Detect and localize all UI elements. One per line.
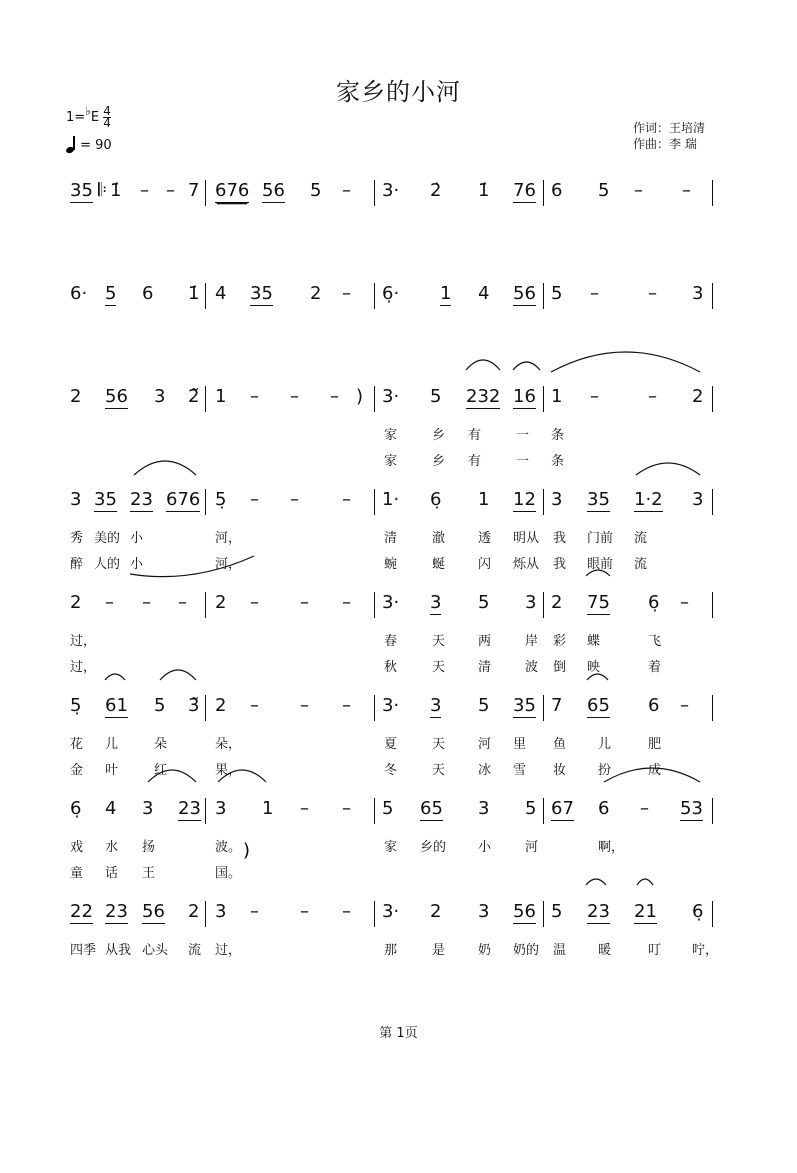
note: 56 xyxy=(262,180,285,201)
dash-note: – xyxy=(300,592,309,613)
note: 5 xyxy=(430,386,442,407)
lyric: 小 xyxy=(130,557,144,572)
lyric: 扮 xyxy=(598,763,612,778)
note: 2 xyxy=(188,901,200,922)
slur xyxy=(466,360,500,370)
lyric: 彩 xyxy=(553,634,567,649)
lyric: 有 xyxy=(468,454,482,469)
lyric: 美的 xyxy=(94,531,121,546)
note: 2 xyxy=(430,901,442,922)
note: 53 xyxy=(680,798,703,819)
note: 1 xyxy=(440,283,452,304)
dash-note: – xyxy=(648,386,657,407)
composer: 作曲：李 瑞 xyxy=(633,137,697,151)
note: 56 xyxy=(513,283,536,304)
note: 676 xyxy=(215,180,250,201)
lyric: 条 xyxy=(551,428,565,443)
lyric: 王 xyxy=(142,866,156,881)
note: 2 xyxy=(215,695,227,716)
lyric: 波 xyxy=(525,660,539,675)
slur xyxy=(130,556,254,577)
lyric: 明从 xyxy=(513,531,540,546)
note: 6̣· xyxy=(382,283,400,304)
note: 3 xyxy=(430,695,442,716)
dash-note: – xyxy=(300,798,309,819)
lyric: 冬 xyxy=(384,763,398,778)
lyric: 叮 xyxy=(648,943,662,958)
dash-note: – xyxy=(342,901,351,922)
lyric: 奶 xyxy=(478,943,492,958)
note: 𝄆 xyxy=(98,180,107,201)
note: 35 xyxy=(250,283,273,304)
note: 6 xyxy=(142,283,154,304)
note: 2̇ xyxy=(430,180,442,201)
lyric: 红 xyxy=(154,763,168,778)
lyric: 秀 xyxy=(70,531,84,546)
lyric: 蜿 xyxy=(384,557,398,572)
lyric: 戏 xyxy=(70,840,84,855)
lyric: 水 xyxy=(105,840,119,855)
lyric: 人的 xyxy=(94,557,121,572)
note: 6̣ xyxy=(430,489,442,510)
dash-note: – xyxy=(300,695,309,716)
note: 3 xyxy=(215,798,227,819)
lyric: 叶 xyxy=(105,763,119,778)
lyric: 飞 xyxy=(648,634,662,649)
slur xyxy=(604,768,700,782)
lyric: 有 xyxy=(468,428,482,443)
note: 5 xyxy=(478,592,490,613)
note: 6 xyxy=(648,695,660,716)
dash-note: – xyxy=(330,386,339,407)
dash-note: – xyxy=(140,180,149,201)
note: 2 xyxy=(70,592,82,613)
slur xyxy=(551,352,700,372)
lyric: 河 xyxy=(525,840,539,855)
song-title: 家乡的小河 xyxy=(336,78,461,106)
note: 65 xyxy=(420,798,443,819)
page-number: 第 1页 xyxy=(379,1026,418,1041)
time-top: 4 xyxy=(103,104,111,118)
lyric: 波。 xyxy=(215,840,242,855)
lyric: 映 xyxy=(587,660,601,675)
lyric: 透 xyxy=(478,531,492,546)
lyric: 朵 xyxy=(154,737,168,752)
note: 23 xyxy=(105,901,128,922)
note: 1̇ xyxy=(478,180,490,201)
dash-note: – xyxy=(250,489,259,510)
flat-sign: ♭ xyxy=(85,104,91,118)
note: 6̣ xyxy=(70,798,82,819)
dash-note: – xyxy=(342,798,351,819)
slur xyxy=(637,879,653,885)
note: 5 xyxy=(598,180,610,201)
lyric: 乡 xyxy=(432,428,446,443)
note: 5 xyxy=(310,180,322,201)
note: 65 xyxy=(587,695,610,716)
dash-note: – xyxy=(300,901,309,922)
note: 56 xyxy=(105,386,128,407)
note: 35 xyxy=(94,489,117,510)
dash-note: – xyxy=(342,695,351,716)
note: 12 xyxy=(513,489,536,510)
lyric: 清 xyxy=(478,660,492,675)
lyric: 过， xyxy=(70,660,97,675)
lyric: 岸 xyxy=(525,634,539,649)
lyric: 咛， xyxy=(692,943,719,958)
note: 3 xyxy=(551,489,563,510)
lyric: 童 xyxy=(70,866,84,881)
lyricist: 作词：王培清 xyxy=(633,121,706,135)
lyric: 那 xyxy=(384,943,398,958)
lyric: 成 xyxy=(648,763,662,778)
note: 3 xyxy=(478,901,490,922)
note: 5 xyxy=(551,901,563,922)
note: 2 xyxy=(70,386,82,407)
dash-note: – xyxy=(290,386,299,407)
note: 67 xyxy=(551,798,574,819)
note: 5 xyxy=(478,695,490,716)
note: 23 xyxy=(130,489,153,510)
lyric: 儿 xyxy=(105,737,119,752)
lyric: 条 xyxy=(551,454,565,469)
dash-note: – xyxy=(250,695,259,716)
dash-note: – xyxy=(682,180,691,201)
lyric: 乡的 xyxy=(420,840,447,855)
note: 1 xyxy=(478,489,490,510)
note: 3 xyxy=(478,798,490,819)
lyric: 肥 xyxy=(648,737,662,752)
note: 3· xyxy=(382,901,400,922)
note: 7 xyxy=(551,695,563,716)
lyric: 眼前 xyxy=(587,557,614,572)
note: 676 xyxy=(166,489,201,510)
note: 3· xyxy=(382,386,400,407)
dash-note: – xyxy=(250,901,259,922)
dash-note: – xyxy=(250,386,259,407)
lyric: 澈 xyxy=(432,531,446,546)
slur xyxy=(218,770,266,782)
note: 35 xyxy=(587,489,610,510)
lyric: 闪 xyxy=(478,557,492,572)
note: 2̃ xyxy=(188,386,200,407)
lyric: 河 xyxy=(478,737,492,752)
lyric: 天 xyxy=(432,660,446,675)
dash-note: – xyxy=(166,180,175,201)
note: 16 xyxy=(513,386,536,407)
lyric: 倒 xyxy=(553,660,567,675)
lyric: 暖 xyxy=(598,943,612,958)
end-paren: ) xyxy=(243,840,251,861)
note: 5̣ xyxy=(215,489,227,510)
note: 3 xyxy=(142,798,154,819)
lyric: 秋 xyxy=(384,660,398,675)
lyric: 朵， xyxy=(215,737,242,752)
lyric: 门前 xyxy=(587,531,614,546)
note: 35 xyxy=(70,180,93,201)
lyric: 话 xyxy=(105,866,119,881)
lyric: 奶的 xyxy=(513,943,540,958)
slur xyxy=(587,674,608,680)
dash-note: – xyxy=(178,592,187,613)
lyric: 花 xyxy=(70,737,84,752)
note: 21 xyxy=(634,901,657,922)
lyric: 蝶 xyxy=(587,634,601,649)
note: 6̣ xyxy=(692,901,704,922)
lyric: 醉 xyxy=(70,557,84,572)
note: 23 xyxy=(587,901,610,922)
lyric: 流 xyxy=(188,943,202,958)
note: 5 xyxy=(525,798,537,819)
lyric: 家 xyxy=(384,454,398,469)
lyric: 冰 xyxy=(478,763,492,778)
lyric: 国。 xyxy=(215,866,242,881)
note: 1̇ xyxy=(188,283,200,304)
note: 35 xyxy=(513,695,536,716)
lyric: 过， xyxy=(70,634,97,649)
dash-note: – xyxy=(590,386,599,407)
lyric: 一 xyxy=(516,428,530,443)
lyric: 家 xyxy=(384,428,398,443)
dash-note: – xyxy=(590,283,599,304)
lyric: 妆 xyxy=(553,763,567,778)
note: 3̃ xyxy=(188,695,200,716)
lyric: 扬 xyxy=(142,840,156,855)
lyric: 清 xyxy=(384,531,398,546)
dash-note: – xyxy=(342,489,351,510)
dash-note: – xyxy=(634,180,643,201)
note: 6̣ xyxy=(648,592,660,613)
note: 2 xyxy=(551,592,563,613)
lyric: 心头 xyxy=(142,943,169,958)
note: 2 xyxy=(310,283,322,304)
dash-note: – xyxy=(640,798,649,819)
note: 5 xyxy=(105,283,117,304)
slur xyxy=(134,461,196,475)
key-prefix: 1= xyxy=(66,110,86,125)
lyric: 流 xyxy=(634,531,648,546)
lyric: 两 xyxy=(478,634,492,649)
note: 6 xyxy=(598,798,610,819)
note: 5 xyxy=(382,798,394,819)
slur xyxy=(105,674,125,680)
note: 4 xyxy=(105,798,117,819)
lyric: 天 xyxy=(432,763,446,778)
note: 3 xyxy=(692,283,704,304)
dash-note: – xyxy=(342,283,351,304)
note: 1 xyxy=(551,386,563,407)
note: 4 xyxy=(215,283,227,304)
note: 56 xyxy=(142,901,165,922)
lyric: 小 xyxy=(478,840,492,855)
note: 6 xyxy=(551,180,563,201)
slur xyxy=(513,362,540,370)
note: 2 xyxy=(215,592,227,613)
note: 23 xyxy=(178,798,201,819)
slur xyxy=(636,463,700,475)
note: 76 xyxy=(513,180,536,201)
note: 1̇ xyxy=(110,180,122,201)
note: 1 xyxy=(262,798,274,819)
note: 3 xyxy=(70,489,82,510)
lyric: 我 xyxy=(553,557,567,572)
lyric: 烁从 xyxy=(513,557,540,572)
lyric: 雪 xyxy=(513,763,527,778)
slur xyxy=(148,770,196,782)
lyric: 天 xyxy=(432,634,446,649)
note: 3· xyxy=(382,180,400,201)
note: 3· xyxy=(382,592,400,613)
note: 22 xyxy=(70,901,93,922)
lyric: 乡 xyxy=(432,454,446,469)
note: 3 xyxy=(430,592,442,613)
lyric: 啊， xyxy=(598,840,625,855)
note: 3 xyxy=(692,489,704,510)
lyric: 是 xyxy=(432,943,446,958)
dash-note: – xyxy=(105,592,114,613)
note: 2 xyxy=(692,386,704,407)
note: 232 xyxy=(466,386,501,407)
lyric: 金 xyxy=(70,763,84,778)
lyric: 河， xyxy=(215,557,242,572)
dash-note: – xyxy=(342,180,351,201)
tempo-value: = 90 xyxy=(80,138,112,153)
lyric: 从我 xyxy=(105,943,132,958)
note: 5 xyxy=(551,283,563,304)
lyric: 果， xyxy=(215,763,242,778)
dash-note: – xyxy=(290,489,299,510)
note: 61 xyxy=(105,695,128,716)
note: 5 xyxy=(154,695,166,716)
lyric: 一 xyxy=(516,454,530,469)
note: 3 xyxy=(215,901,227,922)
dash-note: – xyxy=(142,592,151,613)
lyric: 河， xyxy=(215,531,242,546)
note: 1·2 xyxy=(634,489,663,510)
note: 6· xyxy=(70,283,88,304)
dash-note: – xyxy=(250,592,259,613)
lyric: 家 xyxy=(384,840,398,855)
lyric: 着 xyxy=(648,660,662,675)
note: 75 xyxy=(587,592,610,613)
lyric: 天 xyxy=(432,737,446,752)
dash-note: – xyxy=(680,592,689,613)
note: 3· xyxy=(382,695,400,716)
slur xyxy=(586,570,610,576)
lyric: 夏 xyxy=(384,737,398,752)
dash-note: – xyxy=(680,695,689,716)
note: 3 xyxy=(525,592,537,613)
lyric: 温 xyxy=(553,943,567,958)
note: 4 xyxy=(478,283,490,304)
note: 3 xyxy=(154,386,166,407)
slur xyxy=(586,879,606,885)
lyric: 我 xyxy=(553,531,567,546)
lyric: 里 xyxy=(513,737,527,752)
time-bottom: 4 xyxy=(103,116,111,130)
slur xyxy=(160,670,196,680)
note: 7 xyxy=(188,180,200,201)
note: 1· xyxy=(382,489,400,510)
note: 1 xyxy=(215,386,227,407)
key-note: E xyxy=(90,110,100,125)
lyric: 流 xyxy=(634,557,648,572)
note: 5̣ xyxy=(70,695,82,716)
lyric: 鱼 xyxy=(553,737,567,752)
note: ) xyxy=(356,386,364,407)
lyric: 儿 xyxy=(598,737,612,752)
lyric: 小 xyxy=(130,531,144,546)
lyric: 过， xyxy=(215,943,242,958)
lyric: 春 xyxy=(384,634,398,649)
lyric: 四季 xyxy=(70,943,97,958)
lyric: 蜒 xyxy=(432,557,446,572)
dash-note: – xyxy=(648,283,657,304)
dash-note: – xyxy=(342,592,351,613)
note: 56 xyxy=(513,901,536,922)
